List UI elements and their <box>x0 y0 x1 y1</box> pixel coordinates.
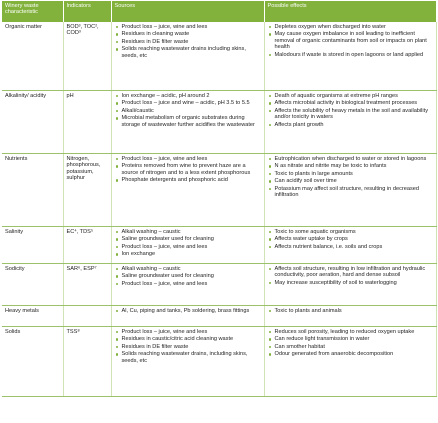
source-item: Solids reaching wastewater drains including skins, seeds, etc <box>115 46 262 59</box>
table-row <box>2 22 436 91</box>
header-sources: Sources <box>111 1 264 22</box>
waste-characteristics-table <box>2 1 437 397</box>
effect-item: Affects soil structure, resulting in low infiltration and hydraulic conductivity, poor aeration, hard and dense subsoil <box>268 266 434 279</box>
source-item: Residues in cleaning waste <box>115 31 262 37</box>
effects-cell <box>264 154 436 227</box>
sources-cell <box>111 91 264 154</box>
table-row <box>2 154 436 227</box>
effects-cell <box>264 264 436 306</box>
source-item: Proteins removed from wine to prevent haze are a source of nitrogen and to a less extent phosphorous <box>115 163 262 176</box>
source-item: Saline groundwater used for cleaning <box>115 236 262 242</box>
sources-cell <box>111 306 264 327</box>
source-item: Product loss – juice and wine – acidic, pH 3.5 to 5.5 <box>115 100 262 106</box>
effects-cell <box>264 22 436 91</box>
effect-item: Affects water uptake by crops <box>268 236 434 242</box>
indicators-cell: SAR⁶, ESP⁷ <box>63 264 111 306</box>
sources-cell <box>111 264 264 306</box>
effect-item: Affects plant growth <box>268 122 434 128</box>
characteristic-cell: Heavy metals <box>2 306 63 327</box>
sources-cell <box>111 227 264 264</box>
source-item: Phosphate detergents and phosphoric acid <box>115 177 262 183</box>
effect-item: Can reduce light transmission in water <box>268 336 434 342</box>
effect-item: Toxic to some aquatic organisms <box>268 229 434 235</box>
effects-cell <box>264 91 436 154</box>
indicators-cell: pH <box>63 91 111 154</box>
source-item: Solids reaching wastewater drains, including skins, seeds, etc <box>115 351 262 364</box>
characteristic-cell: Organic matter <box>2 22 63 91</box>
header-characteristic: Winery waste characteristic <box>2 1 63 22</box>
characteristic-cell: Salinity <box>2 227 63 264</box>
effect-item: Eutrophication when discharged to water or stored in lagoons <box>268 156 434 162</box>
source-item: Alkali washing – caustic <box>115 266 262 272</box>
indicators-cell <box>63 306 111 327</box>
source-item: Ion exchange – acidic, pH around 2 <box>115 93 262 99</box>
table-row <box>2 91 436 154</box>
characteristic-cell: Nutrients <box>2 154 63 227</box>
sources-cell <box>111 22 264 91</box>
source-item: Residues in DE filter waste <box>115 39 262 45</box>
effect-item: May increase susceptibility of soil to waterlogging <box>268 280 434 286</box>
source-item: Microbial metabolism of organic substrates during storage of wastewater further acidifies the wastewater <box>115 115 262 128</box>
effect-item: Potassium may affect soil structure, resulting in decreased infiltration <box>268 186 434 199</box>
table-row <box>2 327 436 397</box>
effect-item: N as nitrate and nitrite may be toxic to infants <box>268 163 434 169</box>
source-item: Product loss – juice, wine and lees <box>115 329 262 335</box>
source-item: Alkali/caustic <box>115 108 262 114</box>
source-item: Al, Cu, piping and tanks, Pb soldering, brass fittings <box>115 308 262 314</box>
effect-item: May cause oxygen imbalance in soil leading to inefficient removal of organic contaminants from soil or impacts on plant health <box>268 31 434 50</box>
characteristic-cell: Solids <box>2 327 63 397</box>
indicators-cell: Nitrogen, phosphorous, potassium, sulphur <box>63 154 111 227</box>
effects-cell <box>264 227 436 264</box>
effect-item: Can acidify soil over time <box>268 178 434 184</box>
indicators-cell: EC⁴, TDS⁵ <box>63 227 111 264</box>
effect-item: Affects nutrient balance, i.e. soils and crops <box>268 244 434 250</box>
source-item: Residues in caustic/citric acid cleaning waste <box>115 336 262 342</box>
effect-item: Can smother habitat <box>268 344 434 350</box>
effect-item: Malodours if waste is stored in open lagoons or land applied <box>268 52 434 58</box>
table-row <box>2 264 436 306</box>
effect-item: Affects microbial activity in biological treatment processes <box>268 100 434 106</box>
sources-cell <box>111 154 264 227</box>
source-item: Product loss – juice, wine and lees <box>115 156 262 162</box>
table-row <box>2 306 436 327</box>
effects-cell <box>264 327 436 397</box>
sources-cell <box>111 327 264 397</box>
header-indicators: Indicators <box>63 1 111 22</box>
indicators-cell: TSS⁸ <box>63 327 111 397</box>
indicators-cell: BOD³, TOC², COD³ <box>63 22 111 91</box>
waste-characteristics-table-container <box>2 1 436 397</box>
effect-item: Odour generated from anaerobic decomposition <box>268 351 434 357</box>
effect-item: Depletes oxygen when discharged into water <box>268 24 434 30</box>
characteristic-cell: Sodicity <box>2 264 63 306</box>
source-item: Ion exchange <box>115 251 262 257</box>
effect-item: Affects the solubility of heavy metals in the soil and availability and/or toxicity in waters <box>268 108 434 121</box>
effect-item: Toxic to plants and animals <box>268 308 434 314</box>
header-effects: Possible effects <box>264 1 436 22</box>
effect-item: Reduces soil porosity, leading to reduced oxygen uptake <box>268 329 434 335</box>
source-item: Product loss – juice, wine and lees <box>115 281 262 287</box>
source-item: Product loss – juice, wine and lees <box>115 244 262 250</box>
table-row <box>2 227 436 264</box>
effect-item: Toxic to plants in large amounts <box>268 171 434 177</box>
source-item: Product loss – juice, wine and lees <box>115 24 262 30</box>
characteristic-cell: Alkalinity/ acidity <box>2 91 63 154</box>
effects-cell <box>264 306 436 327</box>
source-item: Alkali washing – caustic <box>115 229 262 235</box>
source-item: Residues in DE filter waste <box>115 344 262 350</box>
effect-item: Death of aquatic organisms at extreme pH ranges <box>268 93 434 99</box>
source-item: Saline groundwater used for cleaning <box>115 273 262 279</box>
table-header-row <box>2 1 436 22</box>
